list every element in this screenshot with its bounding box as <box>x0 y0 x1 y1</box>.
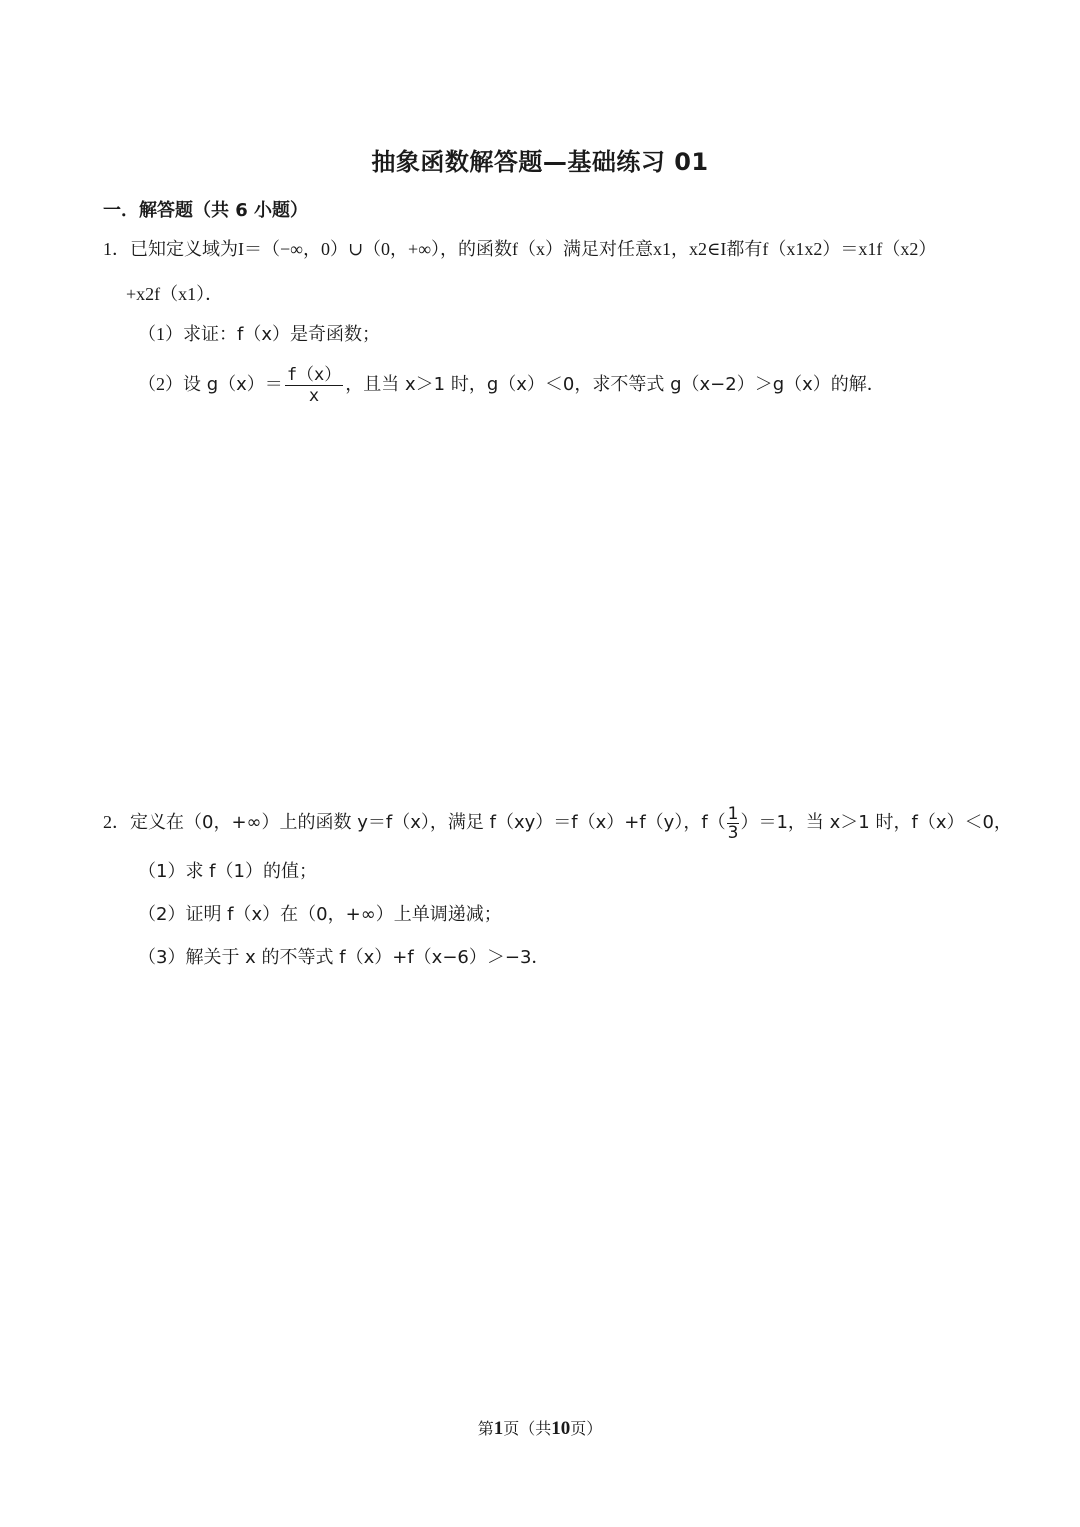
q1-intro: 已知定义域为 <box>130 239 238 260</box>
part-label: （2） <box>138 374 183 394</box>
question-2-line-1 <box>103 802 1012 843</box>
question-2-part-2: （2）证明 f（x）在（0，+∞）上单调递减； <box>138 904 502 925</box>
question-1-part-1 <box>138 322 380 347</box>
section-heading: 一．解答题（共 6 小题） <box>103 200 309 221</box>
question-1-line-2: +x2f（x1）． <box>126 284 224 304</box>
footer-page-number: 1 <box>493 1418 504 1439</box>
q1-text-2: 满足对任意 <box>563 239 654 260</box>
question-number: 1． <box>103 239 130 259</box>
footer-post: 页） <box>570 1419 603 1438</box>
q1-text-3: 都有 <box>726 239 763 260</box>
page-footer <box>0 1416 1080 1440</box>
q1-function: f（x） <box>512 239 564 259</box>
q1-domain: I＝（−∞，0）∪（0，+∞）， <box>238 239 459 259</box>
part-label: （1） <box>138 324 183 344</box>
q1-text-1: 的函数 <box>458 239 513 260</box>
part-text-b: ，且当 x＞1 时，g（x）＜0，求不等式 g（x−2）＞g（x）的解． <box>345 374 885 395</box>
fraction-one-third <box>727 805 740 842</box>
footer-mid: 页（共 <box>503 1419 552 1438</box>
fraction-denominator: 3 <box>727 823 739 844</box>
fraction-denominator: x <box>308 386 320 407</box>
footer-total-pages: 10 <box>551 1418 571 1439</box>
q1-equation: f（x1x2）＝x1f（x2） <box>762 239 937 259</box>
page-title: 抽象函数解答题—基础练习 01 <box>371 148 709 176</box>
part-text: 求证：f（x）是奇函数； <box>183 324 380 345</box>
q1-vars: x1，x2∈I <box>653 239 727 259</box>
q2-text-a: 定义在（0，+∞）上的函数 y＝f（x），满足 f（xy）＝f（x）+f（y），f（ <box>130 812 726 833</box>
q2-text-b: ）＝1，当 x＞1 时，f（x）＜0， <box>740 812 1012 833</box>
question-number: 2． <box>103 812 130 832</box>
footer-pre: 第 <box>477 1419 494 1438</box>
question-1-part-2 <box>138 362 885 407</box>
fraction-numerator: 1 <box>727 804 739 825</box>
fraction-f-over-x <box>285 365 343 406</box>
question-2-part-3: （3）解关于 x 的不等式 f（x）+f（x−6）＞−3． <box>138 947 550 968</box>
fraction-numerator: f（x） <box>286 365 342 386</box>
question-2-part-1: （1）求 f（1）的值； <box>138 861 317 882</box>
question-1-line-1 <box>103 237 936 262</box>
part-text-a: 设 g（x）＝ <box>183 374 283 395</box>
